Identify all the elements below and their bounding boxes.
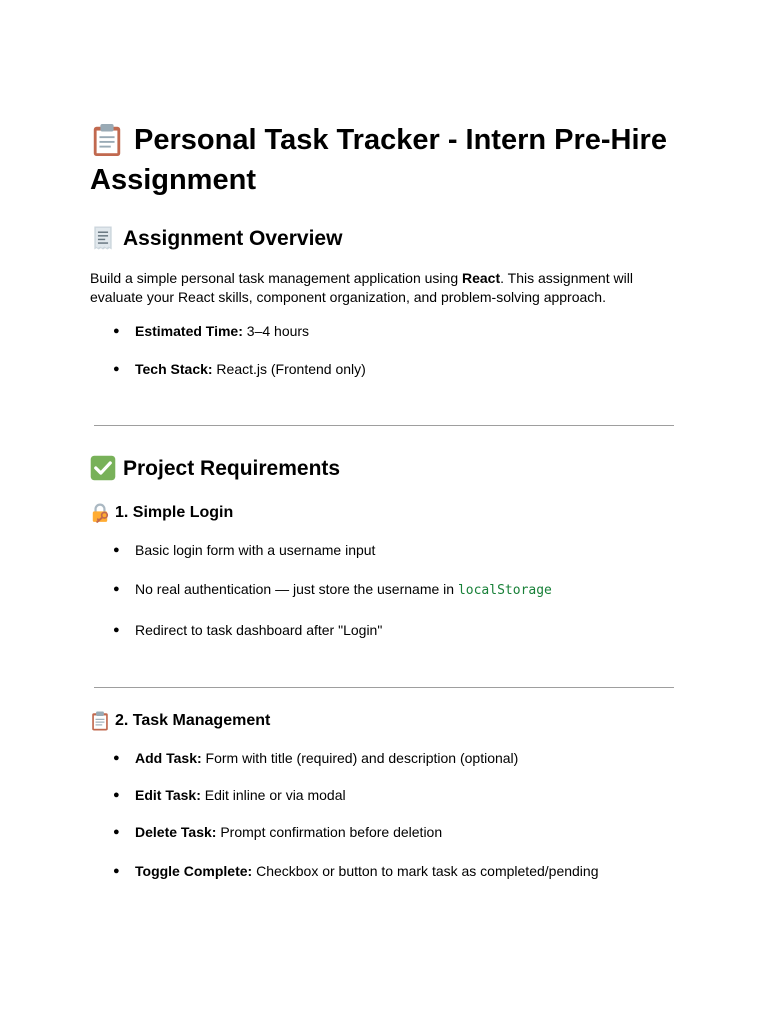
list-item-toggle-complete — [113, 861, 599, 881]
list-item-label: Add Task: — [135, 750, 202, 766]
list-item — [113, 579, 552, 601]
receipt-icon — [90, 225, 116, 251]
subsection-heading-text: 2. Task Management — [115, 712, 271, 729]
page-title — [90, 120, 690, 200]
page-title-text: Personal Task Tracker - Intern Pre-Hire Assignment — [90, 124, 667, 196]
horizontal-rule — [94, 425, 674, 426]
subsection-heading-text: 1. Simple Login — [115, 504, 234, 521]
list-item-edit-task — [113, 785, 346, 805]
bullet: ● — [113, 624, 120, 636]
list-item-text: No real authentication — just store the username in — [135, 581, 458, 597]
bullet: ● — [113, 752, 120, 764]
list-item-text: Basic login form with a username input — [135, 542, 376, 558]
list-item-label: Edit Task: — [135, 787, 201, 803]
bullet: ● — [113, 544, 120, 556]
bullet: ● — [113, 363, 120, 375]
section-heading-requirements — [90, 455, 340, 483]
locked-with-key-icon — [90, 503, 110, 523]
overview-paragraph — [90, 269, 680, 307]
list-item-value: React.js (Frontend only) — [212, 361, 366, 377]
bullet: ● — [113, 789, 120, 801]
bullet: ● — [113, 826, 120, 838]
clipboard-icon — [90, 711, 110, 731]
list-item-label: Tech Stack: — [135, 361, 213, 377]
list-item-label: Estimated Time: — [135, 323, 243, 339]
bullet: ● — [113, 325, 120, 337]
section-heading-text: Project Requirements — [123, 457, 341, 480]
list-item-tech-stack — [113, 359, 366, 379]
list-item — [113, 620, 382, 640]
list-item-delete-task — [113, 822, 442, 842]
section-heading-overview — [90, 225, 342, 253]
subsection-heading-task-management — [90, 710, 270, 732]
clipboard-icon — [90, 123, 124, 157]
check-mark-button-icon — [90, 455, 116, 481]
horizontal-rule — [94, 687, 674, 688]
list-item-text: Redirect to task dashboard after "Login" — [135, 622, 383, 638]
list-item-value: 3–4 hours — [242, 323, 310, 339]
inline-code: localStorage — [457, 583, 552, 598]
section-heading-text: Assignment Overview — [123, 227, 343, 250]
list-item-estimated-time — [113, 321, 309, 341]
overview-text-start: Build a simple personal task management application using — [90, 270, 462, 286]
overview-text-react: React — [462, 270, 501, 286]
bullet: ● — [113, 865, 120, 877]
overview-text-end: . This assignment will evaluate your React skills, component organization, and problem-solving approach. — [90, 270, 633, 305]
list-item-value: Form with title (required) and description (optional) — [201, 750, 519, 766]
list-item-add-task — [113, 748, 518, 768]
list-item-value: Checkbox or button to mark task as completed/pending — [252, 863, 599, 879]
list-item-label: Toggle Complete: — [135, 863, 253, 879]
list-item-label: Delete Task: — [135, 824, 217, 840]
subsection-heading-login — [90, 502, 233, 524]
list-item-value: Edit inline or via modal — [200, 787, 346, 803]
list-item-value: Prompt confirmation before deletion — [216, 824, 443, 840]
list-item — [113, 540, 375, 560]
bullet: ● — [113, 583, 120, 595]
